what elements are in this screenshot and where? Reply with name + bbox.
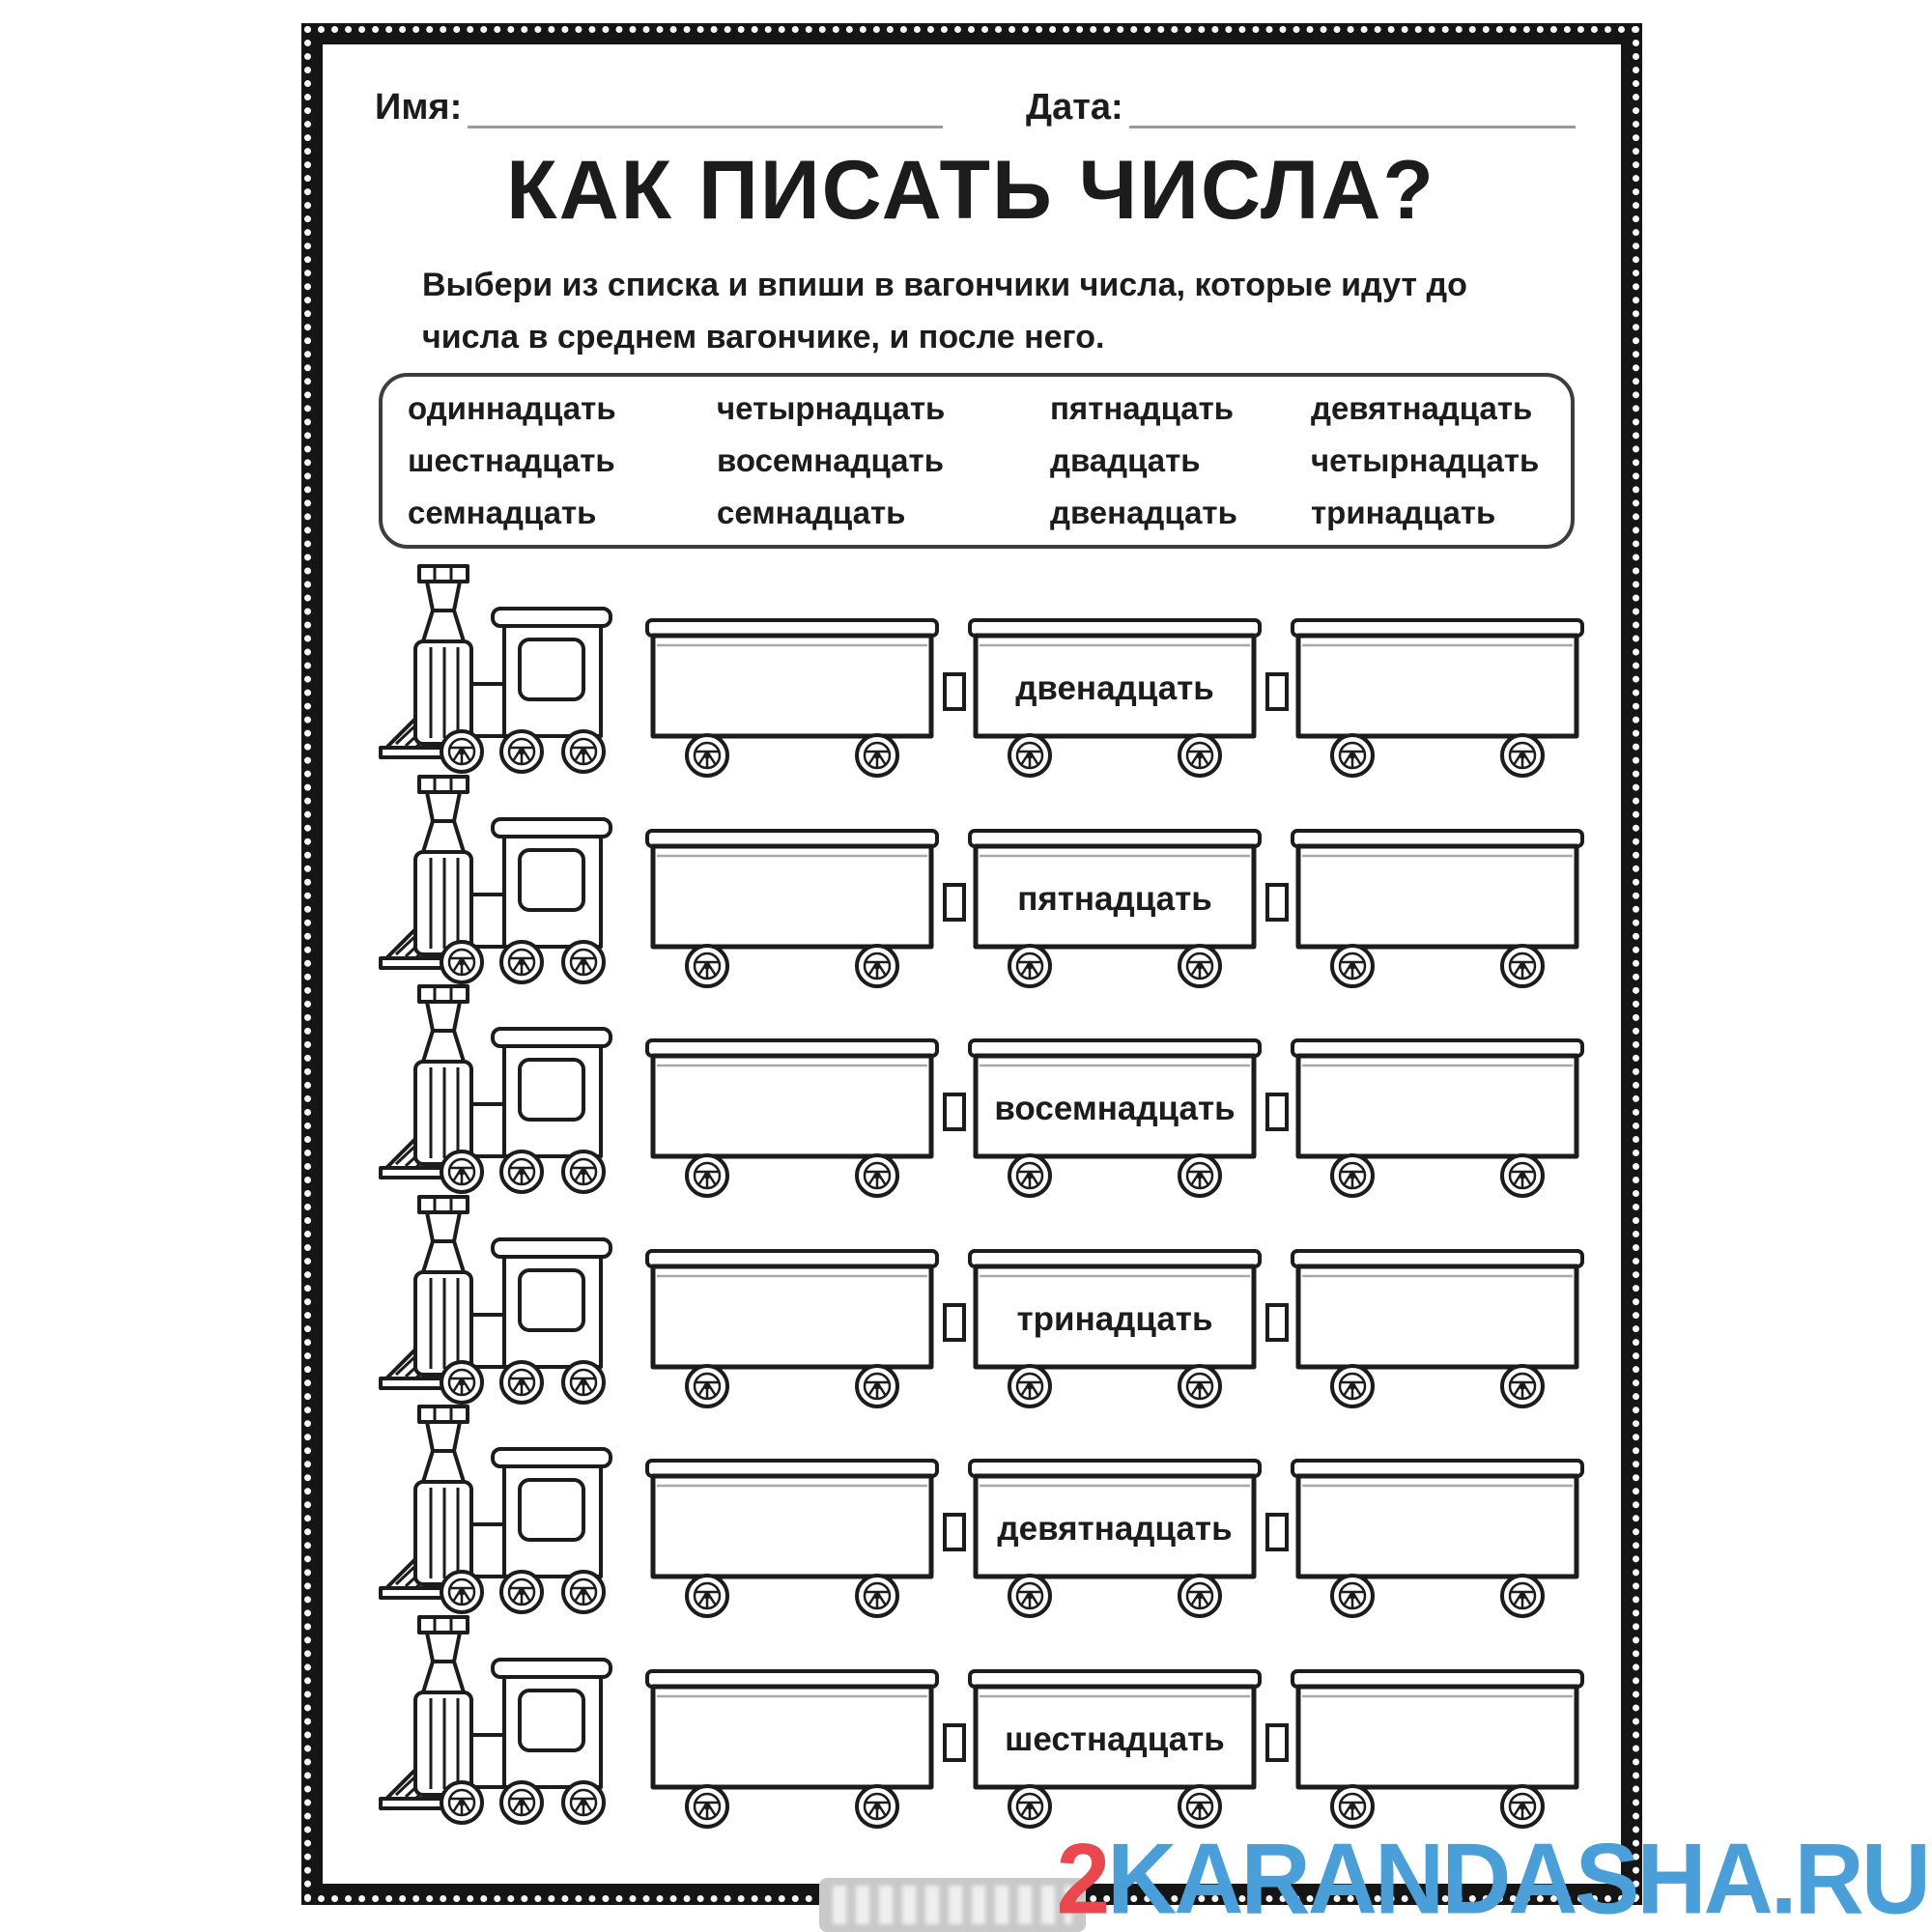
word-bank-item: двадцать — [1050, 442, 1201, 478]
name-label: Имя: — [375, 87, 463, 128]
middle-wagon-number-word: тринадцать — [1016, 1300, 1213, 1338]
locomotive — [381, 1197, 611, 1403]
watermark-site-name: KARANDASHA.RU — [1107, 1823, 1928, 1932]
locomotive — [381, 777, 611, 982]
word-bank-item: двенадцать — [1050, 495, 1237, 530]
worksheet-title: КАК ПИСАТЬ ЧИСЛА? — [506, 144, 1435, 237]
train-illustration — [379, 769, 1589, 989]
word-bank-item: шестнадцать — [408, 442, 615, 478]
train-row — [379, 558, 1589, 779]
first-wagon-blank — [647, 1461, 937, 1616]
train-row — [379, 1609, 1589, 1830]
wagon-coupler — [945, 674, 964, 709]
train-illustration — [379, 979, 1589, 1199]
locomotive — [381, 566, 611, 772]
locomotive — [381, 986, 611, 1192]
word-bank-item: четырнадцать — [717, 390, 946, 426]
word-bank-item: пятнадцать — [1050, 390, 1235, 426]
middle-wagon-number-word: девятнадцать — [997, 1510, 1233, 1548]
word-bank-item: одиннадцать — [408, 390, 616, 426]
illegible-gray-stamp-watermark — [819, 1878, 1086, 1932]
first-wagon-blank — [647, 831, 937, 986]
first-wagon-blank — [647, 1251, 937, 1406]
train-illustration — [379, 1399, 1589, 1619]
last-wagon-blank — [1293, 1251, 1582, 1406]
wagon-coupler — [945, 1305, 964, 1340]
wagon-coupler — [945, 1515, 964, 1549]
first-wagon-blank — [647, 620, 937, 776]
wagon-coupler — [945, 885, 964, 920]
wagon-coupler — [1267, 1094, 1287, 1129]
wagon-coupler — [1267, 674, 1287, 709]
word-bank-item: девятнадцать — [1311, 390, 1533, 426]
last-wagon-blank — [1293, 831, 1582, 986]
last-wagon-blank — [1293, 1040, 1582, 1196]
wagon-coupler — [1267, 1305, 1287, 1340]
word-bank-item: тринадцать — [1311, 495, 1496, 530]
train-illustration — [379, 558, 1589, 779]
date-label: Дата: — [1026, 87, 1123, 128]
last-wagon-blank — [1293, 1671, 1582, 1827]
site-watermark — [1057, 1822, 1929, 1932]
wagon-coupler — [1267, 1725, 1287, 1760]
word-bank-item: четырнадцать — [1311, 442, 1540, 478]
locomotive — [381, 1406, 611, 1612]
instructions-line-1: Выбери из списка и впиши в вагончики числа, которые идут до — [422, 267, 1467, 303]
middle-wagon-number-word: пятнадцать — [1017, 880, 1212, 918]
first-wagon-blank — [647, 1040, 937, 1196]
locomotive — [381, 1617, 611, 1823]
wagon-coupler — [1267, 885, 1287, 920]
train-illustration — [379, 1609, 1589, 1830]
train-row — [379, 769, 1589, 989]
train-illustration — [379, 1189, 1589, 1409]
word-bank-item: семнадцать — [408, 495, 597, 530]
train-row — [379, 1399, 1589, 1619]
middle-wagon-number-word: шестнадцать — [1005, 1720, 1225, 1758]
middle-wagon-number-word: восемнадцать — [994, 1090, 1236, 1127]
wagon-coupler — [1267, 1515, 1287, 1549]
word-bank-item: восемнадцать — [717, 442, 944, 478]
wagon-coupler — [945, 1094, 964, 1129]
train-row — [379, 1189, 1589, 1409]
wagon-coupler — [945, 1725, 964, 1760]
word-bank-item: семнадцать — [717, 495, 906, 530]
watermark-prefix: 2 — [1056, 1823, 1108, 1932]
middle-wagon-number-word: двенадцать — [1015, 669, 1214, 707]
first-wagon-blank — [647, 1671, 937, 1827]
last-wagon-blank — [1293, 1461, 1582, 1616]
last-wagon-blank — [1293, 620, 1582, 776]
instructions-line-2: числа в среднем вагончике, и после него. — [422, 319, 1105, 356]
train-row — [379, 979, 1589, 1199]
